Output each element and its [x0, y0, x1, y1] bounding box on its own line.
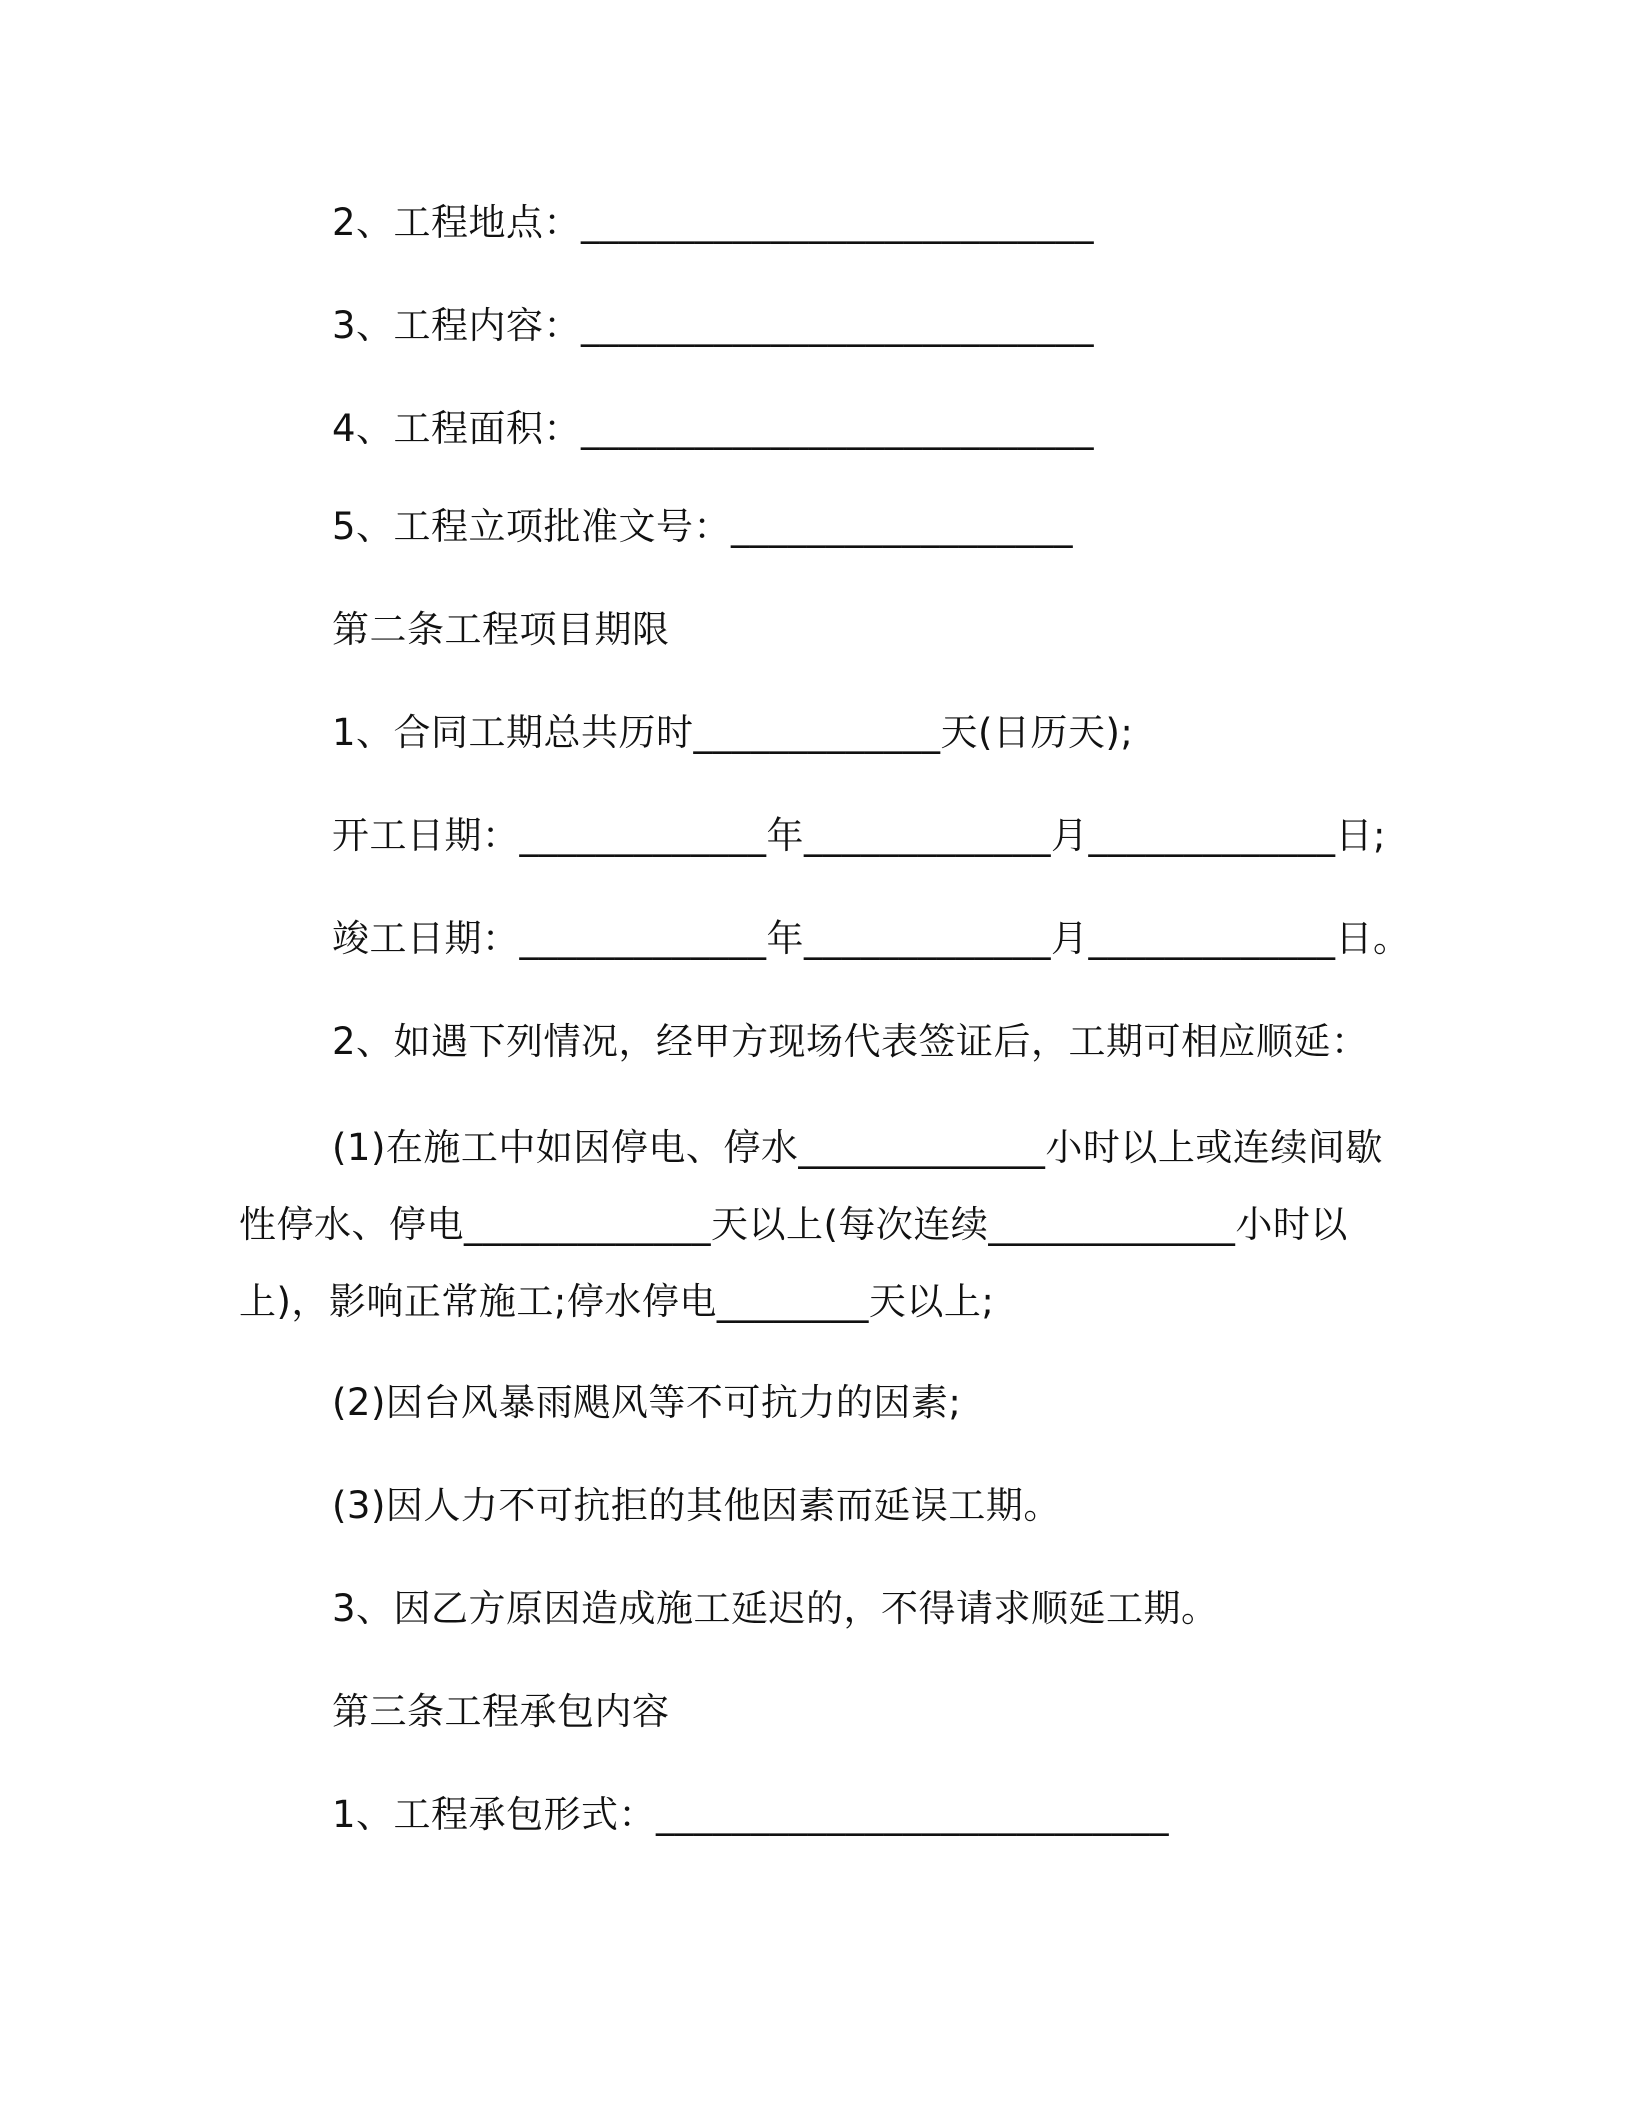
item-contract-form: 1、工程承包形式：___________________________	[332, 1793, 1170, 1836]
condition-power-water-outage: (1)在施工中如因停电、停水_____________小时以上或连续间歇性停水、停电_____________天以上(每次连续_____________小时以上)，影响正常施工;停水停电________天以上;	[239, 1126, 1383, 1323]
item-approval-number: 5、工程立项批准文号：__________________	[332, 505, 1074, 548]
completion-date-line: 竣工日期：_____________年_____________月_____________日。	[332, 917, 1411, 960]
item-project-location: 2、工程地点：___________________________	[332, 201, 1095, 244]
start-date-line: 开工日期：_____________年_____________月_____________日;	[332, 814, 1386, 857]
item-project-content: 3、工程内容：___________________________	[332, 304, 1095, 347]
item-contractor-delay: 3、因乙方原因造成施工延迟的，不得请求顺延工期。	[332, 1587, 1219, 1630]
condition-force-majeure: (2)因台风暴雨飓风等不可抗力的因素;	[332, 1381, 962, 1424]
section-title-contract-content: 第三条工程承包内容	[332, 1690, 670, 1733]
section-title-project-period: 第二条工程项目期限	[332, 608, 670, 651]
item-project-area: 4、工程面积：___________________________	[332, 407, 1095, 450]
condition-other-factors: (3)因人力不可抗拒的其他因素而延误工期。	[332, 1484, 1061, 1527]
item-contract-duration: 1、合同工期总共历时_____________天(日历天);	[332, 711, 1134, 754]
item-extension-conditions: 2、如遇下列情况，经甲方现场代表签证后，工期可相应顺延：	[332, 1020, 1369, 1063]
